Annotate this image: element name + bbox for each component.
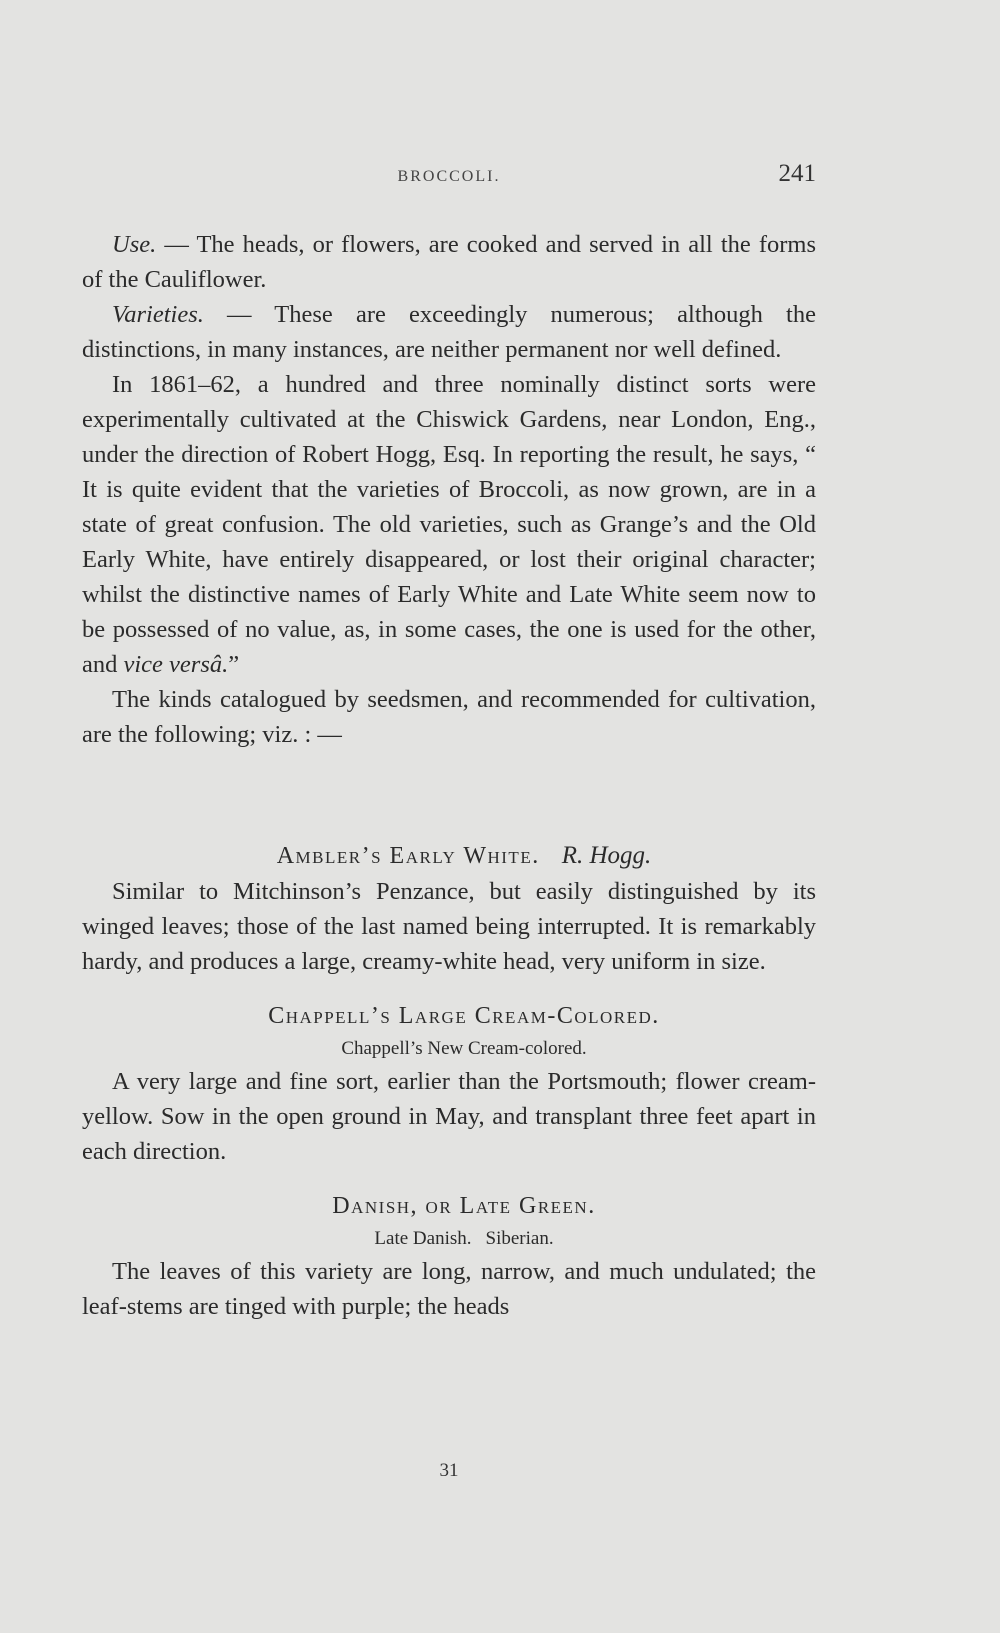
- use-paragraph: [82, 227, 816, 297]
- entry-description: Similar to Mitchinson’s Penzance, but easily distinguished by its winged leaves; those of the last named being interrupted. It is remarkably hardy, and produces a large, creamy-white head, very uniform in size.: [82, 878, 816, 975]
- varieties-label: Varieties.: [112, 301, 204, 328]
- body-text: [82, 227, 816, 1324]
- synonym: Siberian.: [485, 1228, 554, 1249]
- entry-title: [82, 838, 816, 874]
- entry-synonyms: [82, 1034, 816, 1064]
- running-head: [82, 160, 816, 192]
- entry-synonyms: [82, 1224, 816, 1254]
- entry-authority: R. Hogg.: [561, 842, 652, 869]
- synonym: Late Danish.: [374, 1228, 472, 1249]
- use-label: Use.: [112, 231, 157, 258]
- running-title: BROCCOLI.: [397, 168, 501, 185]
- catalogue-paragraph: The kinds catalogued by seedsmen, and recommended for cultivation, are the following; viz. : —: [82, 686, 816, 748]
- signature-mark: 31: [439, 1460, 459, 1481]
- chiswick-text: In 1861–62, a hundred and three nominally distinct sorts were experimentally cultivated at the Chiswick Gardens, near London, Eng., under the direction of Robert Hogg, Esq. In reporting the result, he says, “ It is quite evident that the varieties of Broccoli, as now grown, are in a state of great confusion. The old varieties, such as Grange’s and the Old Early White, have entirely disappeared, or lost their original character; whilst the distinctive names of Early White and Late White seem now to be possessed of no value, as, in some cases, the one is used for the other, and: [82, 371, 816, 678]
- varieties-paragraph: [82, 297, 816, 367]
- page-number: 241: [778, 160, 816, 187]
- entry-description: The leaves of this variety are long, narrow, and much undulated; the leaf-stems are tinged with purple; the heads: [82, 1258, 816, 1320]
- entry-description: A very large and fine sort, earlier than the Portsmouth; flower cream-yellow. Sow in the open ground in May, and transplant three feet apart in each direction.: [82, 1068, 816, 1165]
- use-text: — The heads, or flowers, are cooked and served in all the forms of the Cauliflower.: [82, 231, 816, 293]
- entry-title: Danish, or Late Green.: [332, 1193, 596, 1219]
- chiswick-paragraph: [82, 367, 816, 682]
- entry-title-text: Ambler’s Early White.: [276, 843, 540, 869]
- chiswick-italic: vice versâ.: [123, 651, 229, 678]
- chiswick-close-quote: ”: [228, 651, 240, 678]
- entry-title: Chappell’s Large Cream-Colored.: [268, 1003, 660, 1029]
- varieties-text: — These are exceedingly numerous; although the distinctions, in many instances, are neither permanent nor well defined.: [82, 301, 816, 363]
- synonym: Chappell’s New Cream-colored.: [341, 1038, 587, 1059]
